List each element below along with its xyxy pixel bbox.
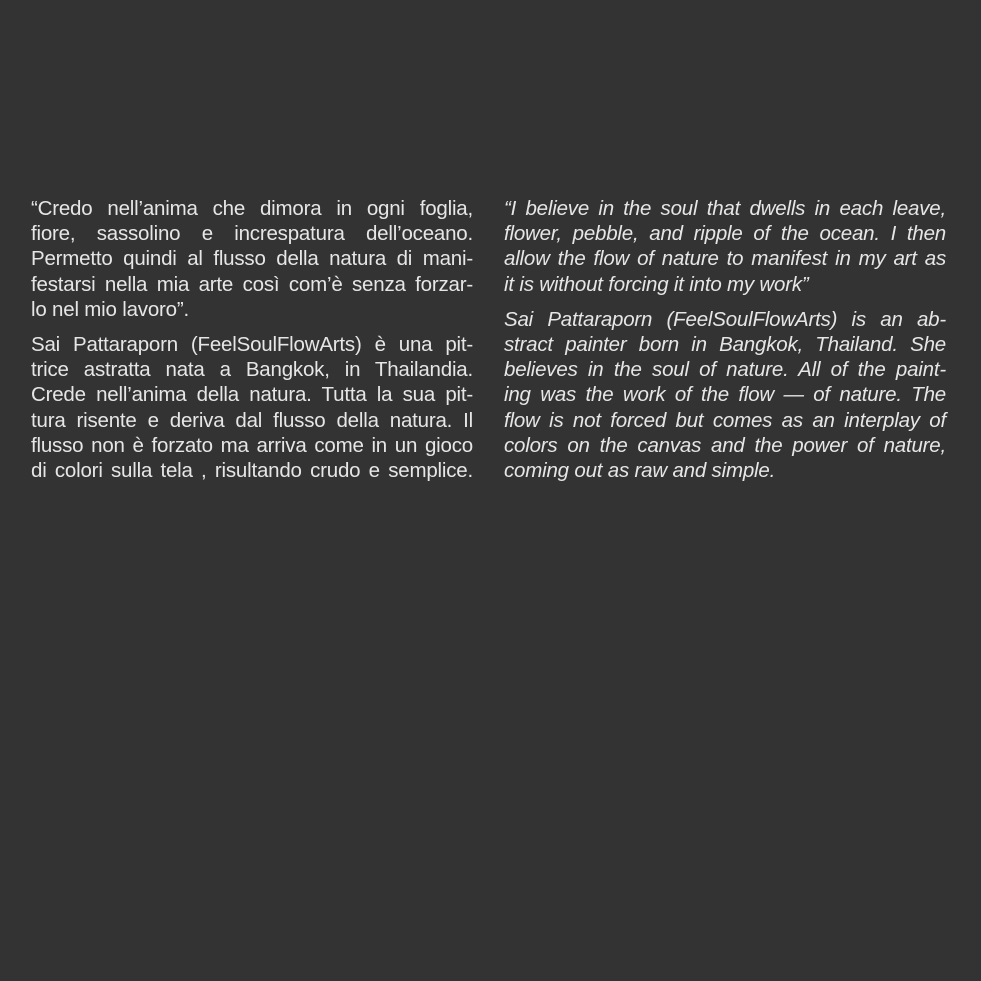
text-line: tura risente e deriva dal flusso della natura. Il [31,408,473,432]
text-line: Sai Pattaraporn (FeelSoulFlowArts) is an ab- [504,307,946,331]
italian-column [31,196,473,493]
text-line: colors on the canvas and the power of nature, [504,433,946,457]
text-line: trice astratta nata a Bangkok, in Thailandia. [31,358,473,382]
text-line: fiore, sassolino e increspatura dell’oceano. [31,222,473,246]
text-line: Crede nell’anima della natura. Tutta la sua pit- [31,383,473,407]
text-line: coming out as raw and simple. [504,458,776,482]
text-line: Permetto quindi al flusso della natura di mani- [31,247,473,271]
english-column [504,196,946,493]
text-line: Sai Pattaraporn (FeelSoulFlowArts) è una pit- [31,332,473,356]
text-line: believes in the soul of nature. All of the paint- [504,358,946,382]
text-line: ing was the work of the flow — of nature. The [504,383,946,407]
text-line: “Credo nell’anima che dimora in ogni foglia, [31,197,473,220]
text-line: flower, pebble, and ripple of the ocean. I then [504,222,946,246]
text-line: flusso non è forzato ma arriva come in un gioco [31,433,473,457]
text-line: allow the flow of nature to manifest in my art as [504,247,946,271]
text-line: stract painter born in Bangkok, Thailand. She [504,332,946,356]
text-line: lo nel mio lavoro”. [31,297,189,321]
italian-quote [31,196,473,322]
italian-bio [31,332,473,483]
english-quote [504,196,946,297]
text-line: di colori sulla tela , risultando crudo e semplice. [31,458,473,482]
text-line: festarsi nella mia arte così com’è senza forzar- [31,272,473,296]
text-line: flow is not forced but comes as an interplay of [504,408,946,432]
text-line: it is without forcing it into my work” [504,272,809,296]
text-line: “I believe in the soul that dwells in each leave, [504,197,946,220]
english-bio [504,307,946,483]
